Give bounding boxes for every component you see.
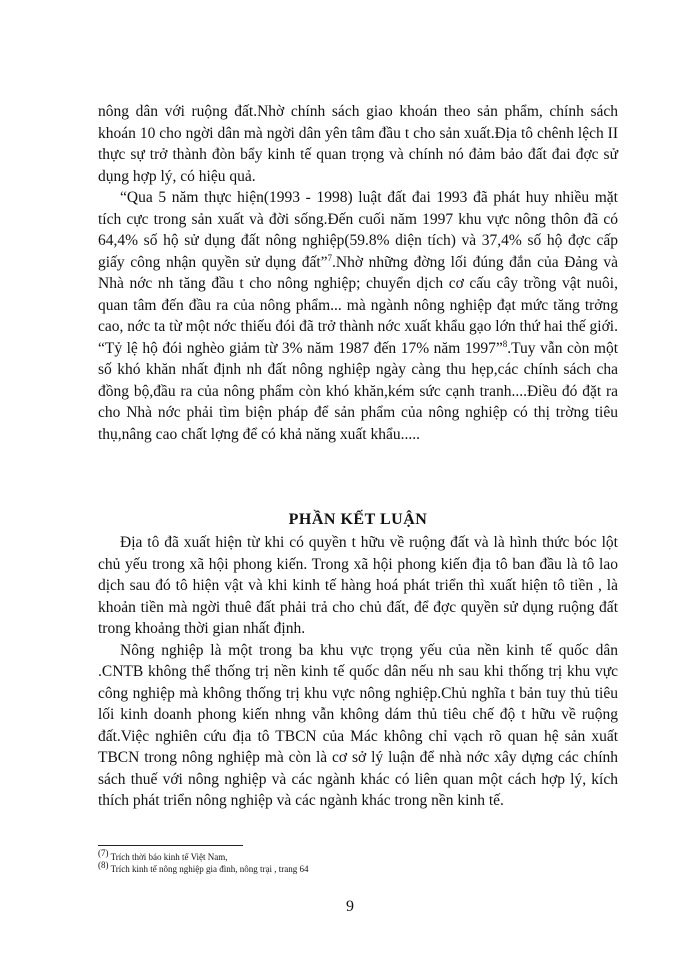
footnote-divider xyxy=(98,845,243,846)
footnote-7 xyxy=(98,848,618,863)
footnote-8 xyxy=(98,860,618,875)
footnote-text: Trích thời báo kinh tế Việt Nam, xyxy=(108,852,228,862)
footnote-reference: 7 xyxy=(327,252,333,263)
footnote-marker: (8) xyxy=(98,860,109,870)
paragraph-text: nông dân với ruộng đất.Nhờ chính sách giao khoán theo sản phẩm, chính sách khoán 10 cho ngời dân mà ngời dân yên tâm đầu t cho sản xuất.Địa tô chênh lệch II thực sự trở thành đòn bẩy kinh tế quan trọng và chính nó đảm bảo đất đai đợc sử dụng hợp lý, có hiệu quả. xyxy=(98,103,618,185)
conclusion-text-block xyxy=(98,532,618,812)
paragraph-land-policy xyxy=(98,101,618,187)
footnote-marker: (7) xyxy=(98,848,109,858)
paragraph-text: .Tuy vẫn còn một số khó khăn nhất định nh đất nông nghiệp ngày càng thu hẹp,các chính sách cha đồng bộ,đầu ra của nông phẩm còn khó khăn,kém sức cạnh tranh....Điều đó đặt ra cho Nhà nớc phải tìm biện pháp để sản phẩm của nông nghiệp có thị trờng tiêu thụ,nâng cao chất lợng để có khả năng xuất khẩu..... xyxy=(98,339,619,443)
paragraph-text: .Nhờ những đờng lối đúng đắn của Đảng và Nhà nớc nh tăng đầu t cho nông nghiệp; chuyển dịch cơ cấu cây trồng vật nuôi, quan tâm đến đầu ra của nông phẩm... mà ngành nông nghiệp đạt mức tăng trởng cao, nớc ta từ một nớc thiếu đói đã trở thành nớc xuất khẩu gạo lớn thứ hai thế giới. “Tỷ lệ hộ đói nghèo giảm từ 3% năm 1987 đến 17% năm 1997” xyxy=(98,253,618,357)
paragraph-agriculture-role: Nông nghiệp là một trong ba khu vực trọng yếu của nền kinh tế quốc dân .CNTB không thể thống trị nền kinh tế quốc dân nếu nh sau khi thống trị khu vực công nghiệp mà không thống trị khu vực nông nghiệp.Chủ nghĩa t bản tuy thủ tiêu lối kinh doanh phong kiến nhng vẫn không dám thủ tiêu chế độ t hữu về ruộng đất.Việc nghiên cứu địa tô TBCN của Mác không chỉ vạch rõ quan hệ sản xuất TBCN trong nông nghiệp mà còn là cơ sở lý luận để nhà nớc xây dựng các chính sách thuế với nông nghiệp và các ngành khác có liên quan một cách hợp lý, kích thích phát triển nông nghiệp và các ngành khác trong nền kinh tế. xyxy=(98,641,618,809)
paragraph-text: “Qua 5 năm thực hiện(1993 - 1998) luật đất đai 1993 đã phát huy nhiều mặt tích cực trong sản xuất và đời sống.Đến cuối năm 1997 khu vực nông thôn đã có 64,4% số hộ sử dụng đất nông nghiệp(59.8% diện tích) và 37,4% số hộ đợc cấp giấy công nhận quyền sử dụng đất” xyxy=(98,189,618,271)
footnote-reference: 8 xyxy=(502,338,508,349)
page-number: 9 xyxy=(346,898,354,915)
upper-text-block xyxy=(98,101,618,445)
footnotes xyxy=(98,848,618,875)
paragraph-rent-origin: Địa tô đã xuất hiện từ khi có quyền t hữu về ruộng đất và là hình thức bóc lột chủ yếu trong xã hội phong kiến. Trong xã hội phong kiến địa tô ban đầu là tô lao dịch sau đó tô hiện vật và khi kinh tế hàng hoá phát triển thì xuất hiện tô tiền , là khoản tiền mà ngời thuê đất phải trả cho chủ đất, để đợc quyền sử dụng ruộng đất trong khoảng thời gian nhất định. xyxy=(98,534,618,637)
paragraph-land-law-results xyxy=(98,187,618,445)
footnote-text: Trích kinh tế nông nghiệp gia đình, nông trại , trang 64 xyxy=(108,864,309,874)
section-heading-conclusion: PHẦN KẾT LUẬN xyxy=(288,511,428,528)
